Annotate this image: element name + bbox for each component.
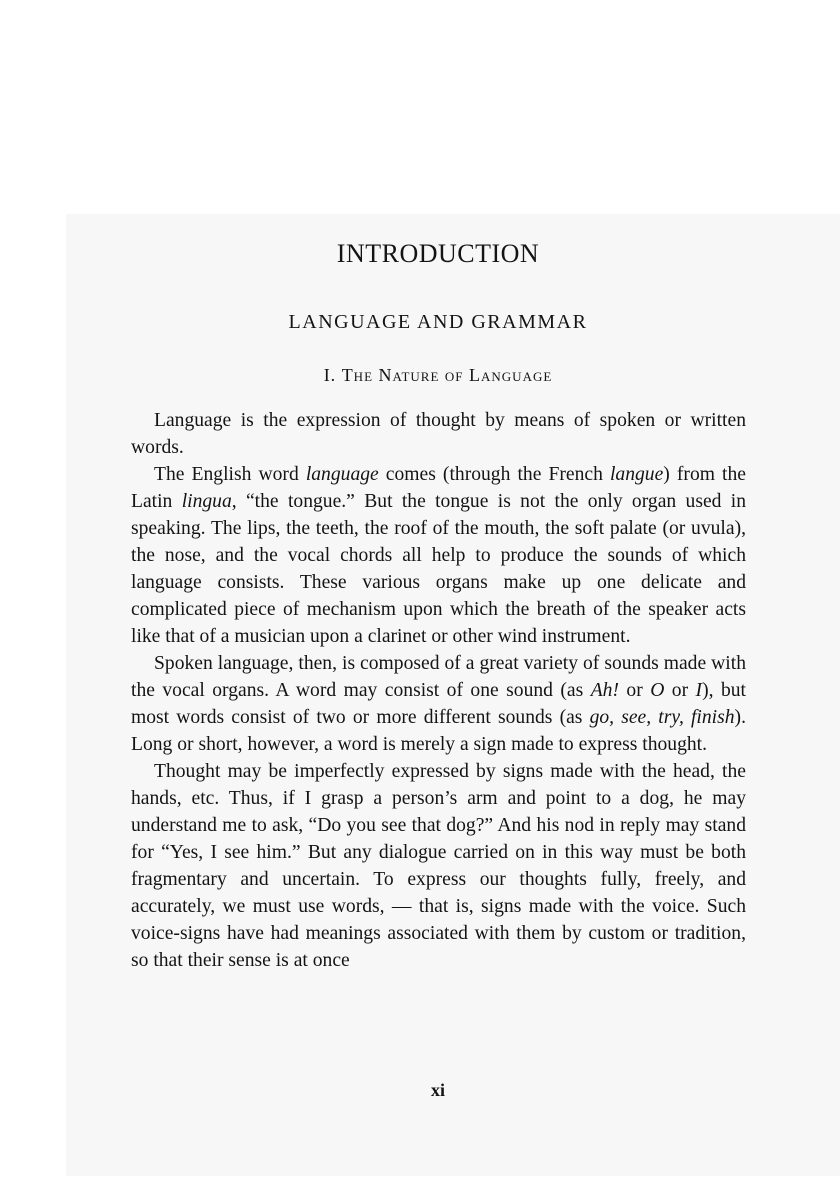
- italic-text: O: [650, 680, 665, 701]
- text-run: , “the tongue.” But the tongue is not the only organ used in speaking. The lips, the teeth, the roof of the mouth, the soft palate (or uvula), the nose, and the vocal chords all help to produce the sounds of which language consists. These various organs make up one delicate and complicated piece of mechanism upon which the breath of the speaker acts like that of a musician upon a clarinet or other wind instrument.: [131, 491, 747, 647]
- section-title: The Nature of Language: [341, 365, 553, 385]
- text-run: or: [618, 680, 651, 701]
- paragraph: [131, 461, 746, 650]
- paragraph: [131, 650, 746, 758]
- text-run: or: [664, 680, 696, 701]
- italic-text: lingua: [181, 491, 232, 512]
- text-run: Thought may be imperfectly expressed by signs made with the head, the hands, etc. Thus, if I grasp a person’s arm and point to a dog, he may understand me to ask, “Do you see that dog?” And his nod in reply may stand for “Yes, I see him.” But any dialogue carried on in this way must be both fragmentary and uncertain. To express our thoughts fully, freely, and accurately, we must use words, — that is, signs made with the voice. Such voice-signs have had meanings associated with them by custom or tradition, so that their sense is at once: [131, 761, 746, 971]
- italic-text: go, see, try, finish: [589, 707, 735, 728]
- page-number: xi: [430, 1080, 445, 1100]
- text-run: Language is the expression of thought by means of spoken or written words.: [131, 410, 746, 458]
- text-run: comes (through the French: [378, 464, 610, 485]
- page-title: INTRODUCTION: [336, 239, 540, 268]
- paragraph: [131, 407, 746, 461]
- text-run: Spoken language, then, is composed of a great variety of sounds made with the vocal organs. A word may consist of one sound (as: [131, 653, 746, 701]
- section-number: I.: [323, 365, 337, 385]
- italic-text: I: [695, 680, 703, 701]
- text-run: ) from the Latin: [131, 464, 746, 512]
- chapter-subtitle: LANGUAGE AND GRAMMAR: [288, 311, 588, 333]
- body-text: [131, 407, 746, 974]
- italic-text: language: [305, 464, 379, 485]
- text-run: ), but most words consist of two or more different sounds (as: [131, 680, 746, 728]
- text-run: ). Long or short, however, a word is merely a sign made to express thought.: [131, 707, 746, 755]
- paragraph: [131, 758, 746, 974]
- text-run: The English word: [154, 464, 306, 485]
- italic-text: langue: [609, 464, 664, 485]
- section-heading: [0, 365, 840, 386]
- italic-text: Ah!: [590, 680, 619, 701]
